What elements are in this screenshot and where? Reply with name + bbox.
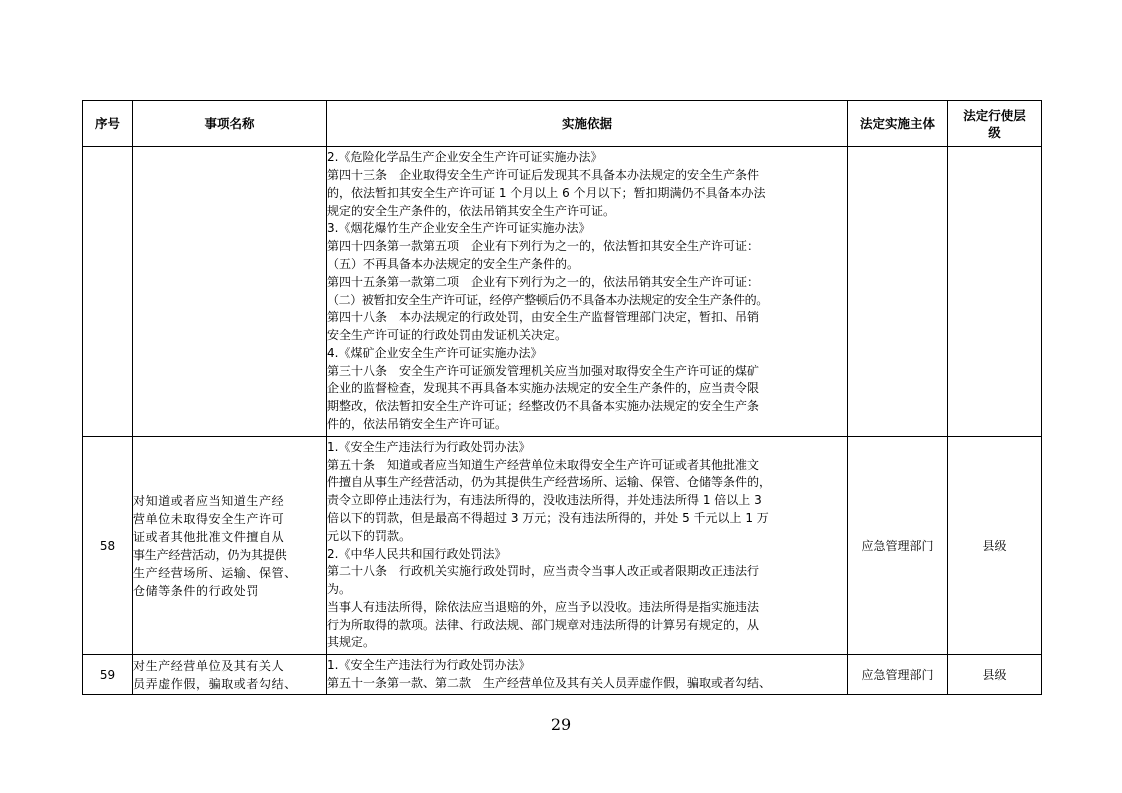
table-row	[83, 147, 1042, 437]
basis-line: 期整改，依法暂扣安全生产许可证；经整改仍不具备本实施办法规定的安全生产条	[327, 399, 760, 414]
basis-line: 2.《危险化学品生产企业安全生产许可证实施办法》	[327, 150, 603, 165]
name-line: 对知道或者应当知道生产经	[133, 493, 285, 508]
name-line: 员弄虚作假，骗取或者勾结、	[133, 676, 297, 691]
basis-line: 规定的安全生产条件的，依法吊销其安全生产许可证。	[327, 203, 616, 218]
basis-line: 第二十八条 行政机关实施行政处罚时，应当责令当事人改正或者限期改正违法行	[327, 564, 760, 579]
basis-line: 为。	[327, 582, 352, 597]
basis-line: 第四十三条 企业取得安全生产许可证后发现其不具备本办法规定的安全生产条件	[327, 167, 760, 182]
basis-line: 第五十条 知道或者应当知道生产经营单位未取得安全生产许可证或者其他批准文	[327, 457, 760, 472]
item-table	[82, 100, 1042, 695]
basis-line: 4.《煤矿企业安全生产许可证实施办法》	[327, 345, 543, 360]
row-58-name	[133, 437, 327, 655]
name-line: 对生产经营单位及其有关人	[133, 658, 285, 673]
name-line: 证或者其他批准文件擅自从	[133, 529, 285, 544]
row-57-level	[948, 147, 1042, 437]
basis-line: 3.《烟花爆竹生产企业安全生产许可证实施办法》	[327, 221, 591, 236]
name-line: 营单位未取得安全生产许可	[133, 511, 285, 526]
row-57-num	[83, 147, 133, 437]
basis-line: 1.《安全生产违法行为行政处罚办法》	[327, 439, 531, 454]
header-name: 事项名称	[133, 101, 327, 147]
page-number: 29	[550, 715, 572, 734]
basis-line: 元以下的罚款。	[327, 528, 412, 543]
row-58-num: 58	[83, 437, 133, 655]
basis-line: 第四十五条第一款第二项 企业有下列行为之一的，依法吊销其安全生产许可证：	[327, 274, 760, 289]
name-line: 生产经营场所、运输、保管、	[133, 565, 297, 580]
basis-line: 当事人有违法所得，除依法应当退赔的外，应当予以没收。违法所得是指实施违法	[327, 599, 760, 614]
basis-line: 企业的监督检查，发现其不再具备本实施办法规定的安全生产条件的，应当责令限	[327, 381, 760, 396]
basis-line: 行为所取得的款项。法律、行政法规、部门规章对违法所得的计算另有规定的，从	[327, 617, 760, 632]
basis-line: 件擅自从事生产经营活动，仍为其提供生产经营场所、运输、保管、仓储等条件的，	[327, 475, 772, 490]
basis-line: 安全生产许可证的行政处罚由发证机关决定。	[327, 328, 568, 343]
basis-line: 件的，依法吊销安全生产许可证。	[327, 417, 508, 432]
basis-line: 其规定。	[327, 635, 376, 650]
row-58-body: 应急管理部门	[848, 437, 948, 655]
row-59-num: 59	[83, 655, 133, 695]
row-59-name	[133, 655, 327, 695]
basis-line: 倍以下的罚款，但是最高不得超过 3 万元；没有违法所得的，并处 5 千元以上 1 万	[327, 510, 769, 525]
row-57-body	[848, 147, 948, 437]
basis-line: 1.《安全生产违法行为行政处罚办法》	[327, 657, 531, 672]
header-num: 序号	[83, 101, 133, 147]
row-59-body: 应急管理部门	[848, 655, 948, 695]
basis-line: 第五十一条第一款、第二款 生产经营单位及其有关人员弄虚作假，骗取或者勾结、	[327, 675, 772, 690]
row-59-basis	[327, 655, 848, 695]
basis-line: 责令立即停止违法行为，有违法所得的，没收违法所得，并处违法所得 1 倍以上 3	[327, 493, 762, 508]
header-level-text: 法定行使层级	[963, 107, 1026, 140]
header-body: 法定实施主体	[848, 101, 948, 147]
row-57-name	[133, 147, 327, 437]
name-line: 事生产经营活动，仍为其提供	[133, 547, 287, 562]
basis-line: （五）不再具备本办法规定的安全生产条件的。	[327, 256, 580, 271]
basis-line: 第四十八条 本办法规定的行政处罚，由安全生产监督管理部门决定，暂扣、吊销	[327, 310, 760, 325]
row-58-basis	[327, 437, 848, 655]
name-line: 仓储等条件的行政处罚	[133, 583, 260, 598]
table-row	[83, 437, 1042, 655]
header-level	[948, 101, 1042, 147]
basis-line: （二）被暂扣安全生产许可证，经停产整顿后仍不具备本办法规定的安全生产条件的。	[327, 292, 768, 307]
basis-line: 的，依法暂扣其安全生产许可证 1 个月以上 6 个月以下；暂扣期满仍不具备本办法	[327, 185, 766, 200]
row-57-basis	[327, 147, 848, 437]
header-basis: 实施依据	[327, 101, 848, 147]
row-59-level: 县级	[948, 655, 1042, 695]
basis-line: 第三十八条 安全生产许可证颁发管理机关应当加强对取得安全生产许可证的煤矿	[327, 363, 760, 378]
basis-line: 第四十四条第一款第五项 企业有下列行为之一的，依法暂扣其安全生产许可证：	[327, 239, 760, 254]
row-58-level: 县级	[948, 437, 1042, 655]
table-header-row	[83, 101, 1042, 147]
basis-line: 2.《中华人民共和国行政处罚法》	[327, 546, 507, 561]
table-row	[83, 655, 1042, 695]
